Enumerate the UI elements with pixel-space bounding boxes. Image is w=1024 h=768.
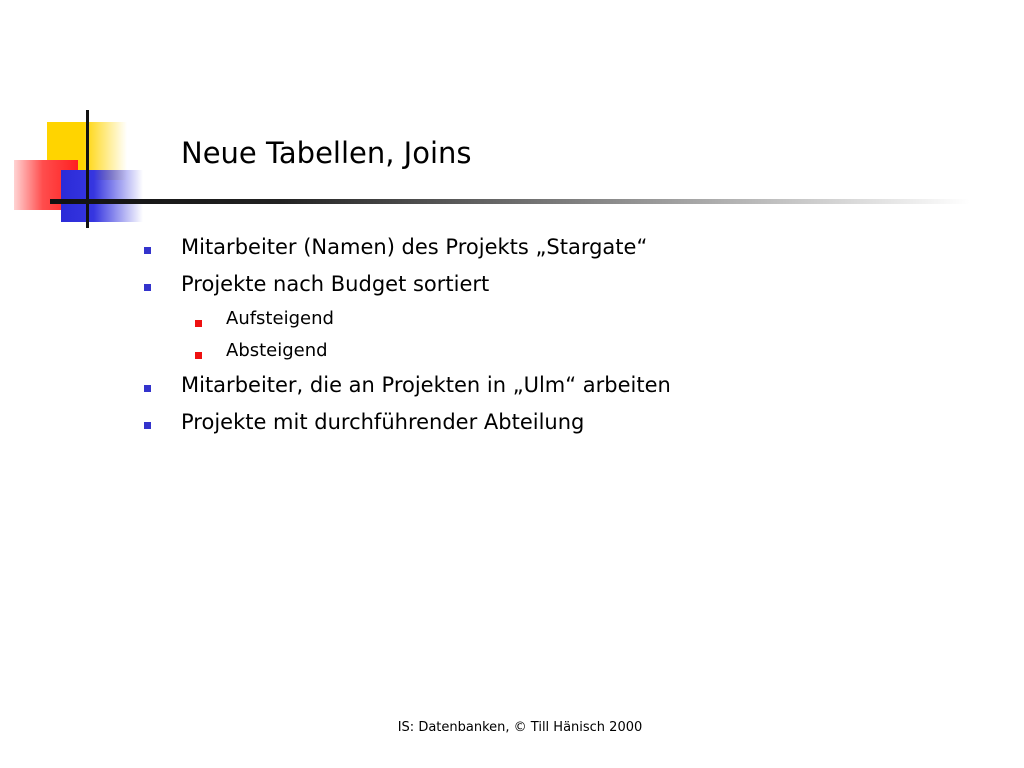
sub-bullet-text: Aufsteigend: [226, 308, 334, 329]
red-square-bullet-icon: [195, 320, 202, 327]
sub-bullet-text: Absteigend: [226, 340, 328, 361]
bullet-list: [140, 232, 980, 444]
blue-square-bullet-icon: [144, 422, 151, 429]
bullet-item: [140, 370, 980, 407]
slide-title: Neue Tabellen, Joins: [181, 136, 472, 170]
blue-square-bullet-icon: [144, 284, 151, 291]
logo-vertical-line: [86, 110, 89, 228]
red-square-bullet-icon: [195, 352, 202, 359]
blue-square-bullet-icon: [144, 247, 151, 254]
bullet-item: [140, 232, 980, 269]
bullet-text: Projekte nach Budget sortiert: [181, 272, 490, 296]
logo-blue-square: [61, 170, 143, 222]
title-divider: [50, 199, 970, 204]
blue-square-bullet-icon: [144, 385, 151, 392]
bullet-text: Mitarbeiter (Namen) des Projekts „Stargate“: [181, 235, 648, 259]
bullet-item: [140, 407, 980, 444]
bullet-item: [140, 269, 980, 306]
sub-bullet-item: [140, 338, 980, 370]
sub-bullet-item: [140, 306, 980, 338]
footer-text: IS: Datenbanken, © Till Hänisch 2000: [397, 720, 643, 735]
slide-footer: [0, 720, 1024, 735]
bullet-text: Mitarbeiter, die an Projekten in „Ulm“ arbeiten: [181, 373, 671, 397]
corner-color-blocks-icon: [0, 0, 200, 240]
bullet-text: Projekte mit durchführender Abteilung: [181, 410, 585, 434]
